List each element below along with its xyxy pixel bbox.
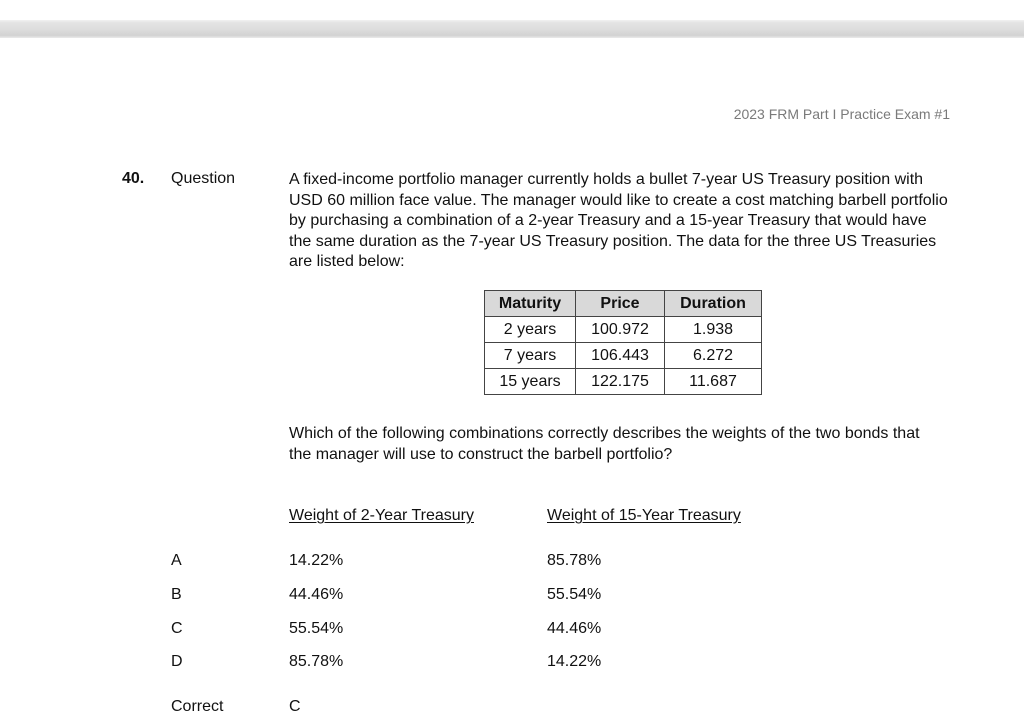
cell-maturity: 2 years bbox=[485, 317, 576, 343]
question-number: 40. bbox=[122, 170, 145, 187]
correct-answer-label: Correct bbox=[171, 698, 224, 715]
cell-duration: 11.687 bbox=[665, 369, 762, 395]
choice-weight-2yr: 55.54% bbox=[289, 620, 344, 637]
cell-duration: 1.938 bbox=[665, 317, 762, 343]
question-label: Question bbox=[171, 170, 236, 187]
question-prompt: Which of the following combinations correctly describes the weights of the two bonds that the manager will use to construct the barbell portfolio? bbox=[289, 425, 920, 463]
choice-letter: D bbox=[171, 653, 183, 670]
choice-letter: C bbox=[171, 620, 183, 637]
running-header: 2023 FRM Part I Practice Exam #1 bbox=[733, 106, 950, 122]
choice-weight-2yr: 44.46% bbox=[289, 586, 344, 603]
question-stem: A fixed-income portfolio manager currently holds a bullet 7-year US Treasury position with USD 60 million face value. The manager would like to create a cost matching barbell portfolio by purchasing a combination of a 2-year Treasury and a 15-year Treasury that would have the same duration as the 7-year US Treasury position. The data for the three US Treasuries are listed below: bbox=[289, 171, 948, 270]
correct-answer-value: C bbox=[289, 698, 301, 715]
choice-weight-15yr: 44.46% bbox=[547, 620, 602, 637]
cell-price: 100.972 bbox=[576, 317, 665, 343]
table-row bbox=[485, 369, 762, 395]
table-row bbox=[485, 317, 762, 343]
choice-header-2yr: Weight of 2-Year Treasury bbox=[289, 507, 474, 524]
page-separator bbox=[0, 20, 1024, 38]
cell-duration: 6.272 bbox=[665, 343, 762, 369]
cell-maturity: 7 years bbox=[485, 343, 576, 369]
choice-weight-2yr: 85.78% bbox=[289, 653, 344, 670]
header-maturity: Maturity bbox=[485, 291, 576, 317]
choice-header-15yr: Weight of 15-Year Treasury bbox=[547, 507, 741, 524]
table-header-row bbox=[485, 291, 762, 317]
treasury-data-table bbox=[484, 290, 762, 395]
header-price: Price bbox=[576, 291, 665, 317]
choice-letter: B bbox=[171, 586, 182, 603]
choice-c bbox=[0, 620, 1024, 642]
table-row bbox=[485, 343, 762, 369]
cell-price: 106.443 bbox=[576, 343, 665, 369]
choice-weight-15yr: 14.22% bbox=[547, 653, 602, 670]
choice-d bbox=[0, 653, 1024, 675]
choice-weight-2yr: 14.22% bbox=[289, 552, 344, 569]
choice-b bbox=[0, 586, 1024, 608]
cell-maturity: 15 years bbox=[485, 369, 576, 395]
header-duration: Duration bbox=[665, 291, 762, 317]
choice-a bbox=[0, 552, 1024, 574]
choice-weight-15yr: 85.78% bbox=[547, 552, 602, 569]
cell-price: 122.175 bbox=[576, 369, 665, 395]
choice-letter: A bbox=[171, 552, 182, 569]
choice-weight-15yr: 55.54% bbox=[547, 586, 602, 603]
